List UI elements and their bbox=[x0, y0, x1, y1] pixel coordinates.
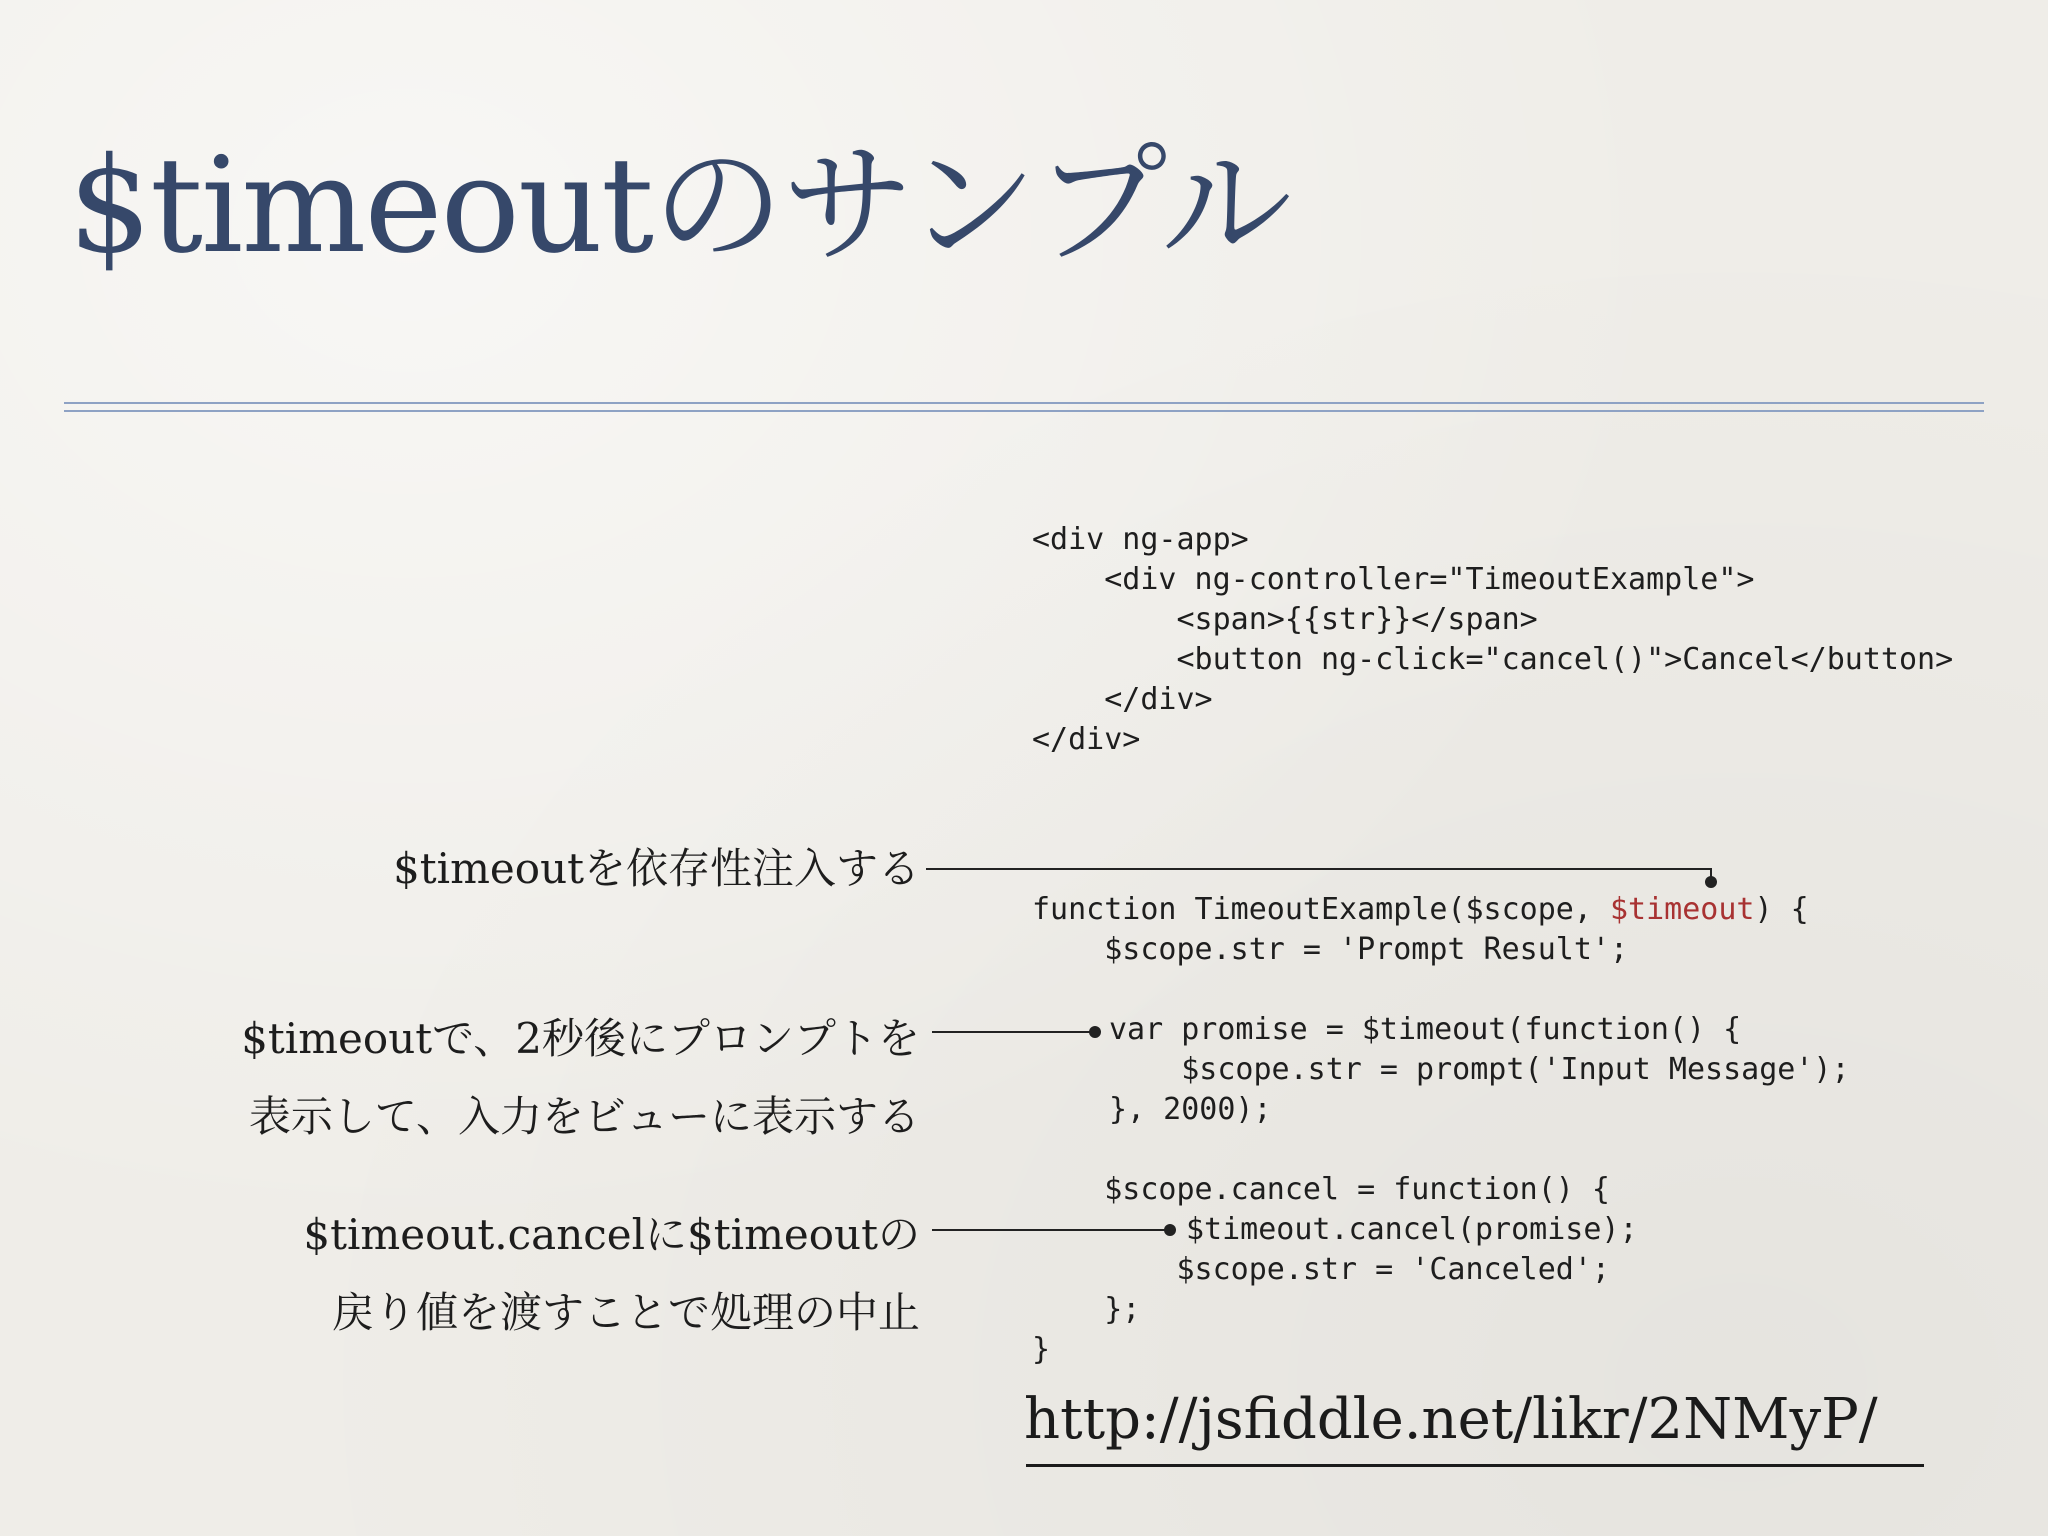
slide-title: $timeoutのサンプル bbox=[68, 129, 1291, 283]
title-divider-bottom bbox=[64, 410, 1984, 412]
html-code-line-4: <button ng-click="cancel()">Cancel</button> bbox=[1032, 642, 1954, 677]
js-code-line-11: }; bbox=[1032, 1292, 1141, 1327]
html-code-line-1: <div ng-app> bbox=[1032, 522, 1249, 557]
connector-cancel bbox=[932, 1229, 1168, 1231]
annotation-cancel-line-2: 戻り値を渡すことで処理の中止 bbox=[331, 1288, 920, 1337]
jsfiddle-link[interactable]: http://jsfiddle.net/likr/2NMyP/ bbox=[1024, 1387, 1878, 1452]
html-code-line-6: </div> bbox=[1032, 722, 1141, 757]
js-code-line-12: } bbox=[1032, 1332, 1051, 1367]
annotation-prompt-line-2: 表示して、入力をビューに表示する bbox=[248, 1092, 920, 1141]
html-code-line-3: <span>{{str}}</span> bbox=[1032, 602, 1538, 637]
html-code-line-2: <div ng-controller="TimeoutExample"> bbox=[1032, 562, 1755, 597]
js-code-line-9: $timeout.cancel(promise); bbox=[1186, 1212, 1638, 1247]
js-code-line-5: $scope.str = prompt('Input Message'); bbox=[1109, 1052, 1850, 1087]
js-code-line-4: var promise = $timeout(function() { bbox=[1109, 1012, 1742, 1047]
connector-cancel-dot bbox=[1164, 1224, 1176, 1236]
js-timeout-param: $timeout bbox=[1609, 892, 1755, 927]
jsfiddle-link-underline bbox=[1026, 1464, 1924, 1467]
html-code-line-5: </div> bbox=[1032, 682, 1213, 717]
annotation-prompt-line-1: $timeoutで、2秒後にプロンプトを bbox=[241, 1014, 920, 1063]
connector-inject-dot bbox=[1705, 876, 1717, 888]
connector-prompt bbox=[932, 1031, 1092, 1033]
js-function-decl: function TimeoutExample($scope, bbox=[1032, 892, 1610, 927]
annotation-inject: $timeoutを依存性注入する bbox=[393, 844, 920, 893]
js-code-line-2: $scope.str = 'Prompt Result'; bbox=[1032, 932, 1629, 967]
title-divider-top bbox=[64, 402, 1984, 404]
js-function-open: ) { bbox=[1754, 892, 1809, 927]
connector-inject bbox=[926, 868, 1712, 870]
js-code-line-1 bbox=[1032, 890, 1809, 930]
connector-prompt-dot bbox=[1089, 1026, 1101, 1038]
js-code-line-6: }, 2000); bbox=[1109, 1092, 1272, 1127]
js-code-line-10: $scope.str = 'Canceled'; bbox=[1032, 1252, 1610, 1287]
annotation-cancel-line-1: $timeout.cancelに$timeoutの bbox=[303, 1210, 920, 1259]
js-code-line-8: $scope.cancel = function() { bbox=[1032, 1172, 1610, 1207]
